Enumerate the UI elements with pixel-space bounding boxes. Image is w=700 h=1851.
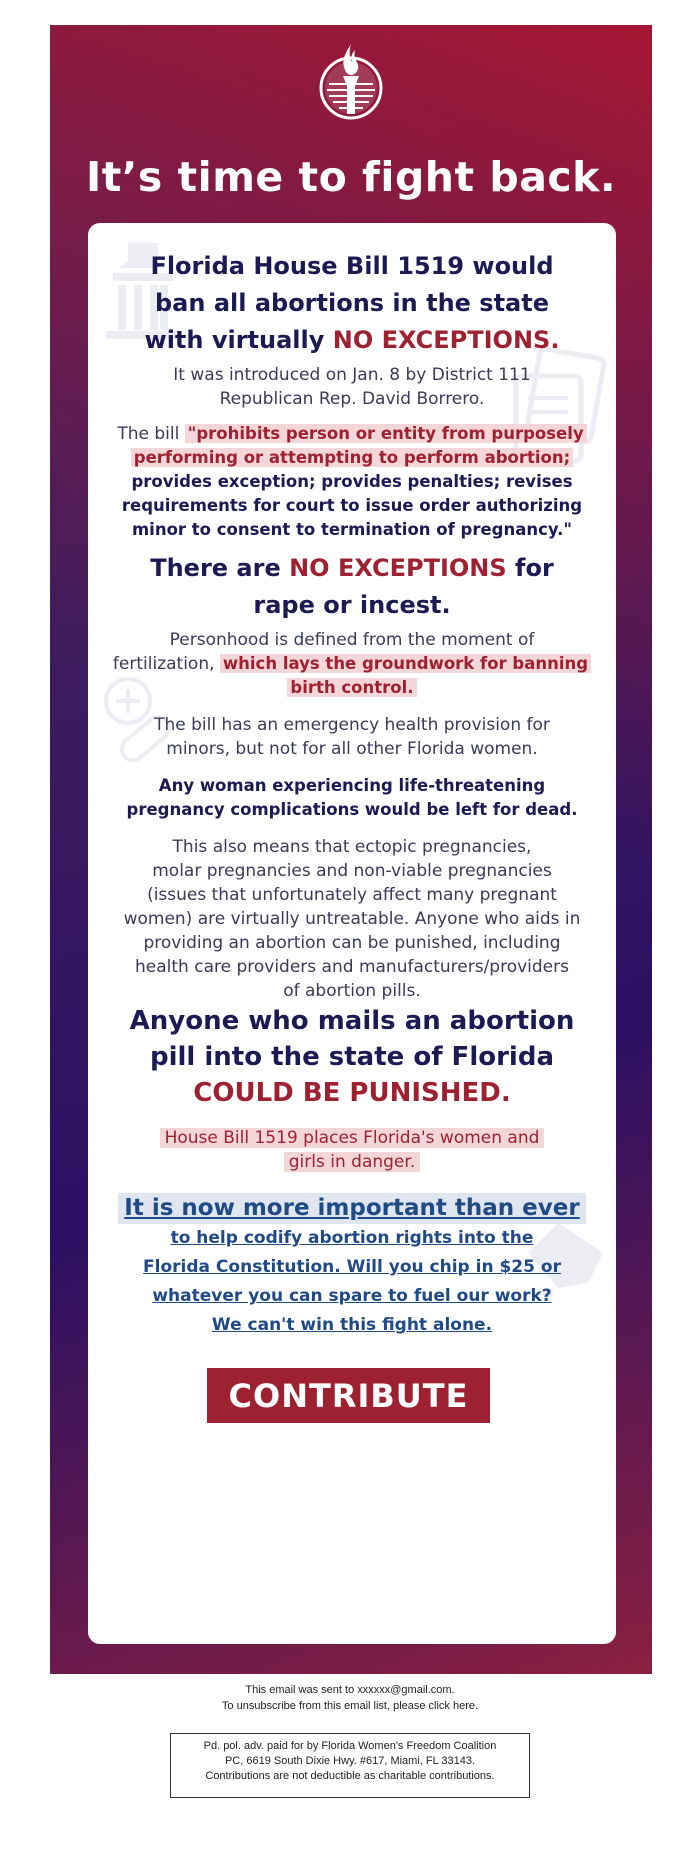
- no-exceptions-label: NO EXCEPTIONS.: [332, 326, 560, 354]
- bill-headline: [88, 248, 616, 359]
- bill-headline-line2: ban all abortions in the state: [155, 289, 549, 317]
- disclaimer-line3: Contributions are not deductible as charitable contributions.: [205, 1770, 495, 1782]
- intro-paragraph: [88, 363, 616, 411]
- disclaimer-line2: PC, 6619 South Dixie Hwy. #617, Miami, FL 33143.: [224, 1755, 476, 1767]
- danger-line1: House Bill 1519 places Florida's women and: [160, 1128, 545, 1148]
- mail-punished-heading: [88, 1003, 616, 1111]
- no-exc-part-b: NO EXCEPTIONS: [289, 554, 507, 582]
- bill-quote-line5: minor to consent to termination of pregnancy.": [131, 520, 573, 539]
- no-exc-part-c: for: [506, 554, 554, 582]
- email-hero: [50, 25, 652, 1674]
- ectopic-line: health care providers and manufacturers/providers: [135, 957, 569, 977]
- ask-link-line2[interactable]: Florida Constitution. Will you chip in $25 or: [143, 1257, 561, 1277]
- ectopic-line: providing an abortion can be punished, including: [143, 933, 561, 953]
- ectopic-line: of abortion pills.: [283, 981, 421, 1001]
- content-card: [88, 223, 616, 1644]
- bill-quote-highlight1: "prohibits person or entity from purposely: [185, 424, 587, 443]
- intro-line2: Republican Rep. David Borrero.: [219, 389, 485, 409]
- no-exc-line2: rape or incest.: [253, 591, 451, 619]
- mail-line2: pill into the state of Florida: [149, 1042, 554, 1072]
- emergency-line1: The bill has an emergency health provision for: [154, 715, 550, 735]
- bill-quote-highlight2: performing or attempting to perform abortion;: [131, 448, 573, 467]
- ectopic-line: (issues that unfortunately affect many pregnant: [147, 885, 557, 905]
- ask-link-line3[interactable]: whatever you can spare to fuel our work?: [152, 1286, 552, 1306]
- ectopic-line: women) are virtually untreatable. Anyone who aids in: [123, 909, 581, 929]
- sent-to-text: This email was sent to xxxxxx@gmail.com.: [245, 1684, 455, 1696]
- bill-quote-paragraph: [88, 422, 616, 542]
- disclaimer-line1: Pd. pol. adv. paid for by Florida Women's Freedom Coalition: [203, 1740, 497, 1752]
- bill-quote-line4: requirements for court to issue order authorizing: [121, 496, 583, 515]
- contribute-button[interactable]: CONTRIBUTE: [207, 1368, 490, 1423]
- ask-link-line4[interactable]: We can't win this fight alone.: [211, 1315, 493, 1335]
- could-be-punished-label: COULD BE PUNISHED.: [193, 1078, 511, 1108]
- personhood-paragraph: [88, 628, 616, 700]
- paid-for-disclaimer: [170, 1733, 530, 1798]
- email-footer: [0, 1682, 700, 1714]
- hero-headline: It’s time to fight back.: [85, 153, 617, 201]
- emergency-line2: minors, but not for all other Florida women.: [166, 739, 538, 759]
- bill-headline-line1: Florida House Bill 1519 would: [150, 252, 554, 280]
- left-for-dead-line1: Any woman experiencing life-threatening: [158, 776, 546, 795]
- ask-link-line1[interactable]: to help codify abortion rights into the: [170, 1228, 534, 1248]
- unsubscribe-link[interactable]: To unsubscribe from this email list, please click here.: [221, 1700, 479, 1712]
- donation-ask[interactable]: [88, 1193, 616, 1340]
- personhood-line2: fertilization,: [112, 654, 220, 674]
- bill-headline-line3: with virtually: [144, 326, 333, 354]
- danger-line2: girls in danger.: [284, 1152, 420, 1172]
- ectopic-paragraph: [88, 835, 616, 1003]
- left-for-dead-line2: pregnancy complications would be left for dead.: [126, 800, 578, 819]
- emergency-paragraph: [88, 713, 616, 761]
- danger-callout: [88, 1126, 616, 1174]
- torch-icon: [315, 40, 387, 120]
- personhood-highlight2: birth control.: [287, 678, 416, 697]
- left-for-dead-paragraph: [88, 774, 616, 822]
- personhood-highlight1: which lays the groundwork for banning: [220, 654, 591, 673]
- no-exc-part-a: There are: [150, 554, 290, 582]
- intro-line1: It was introduced on Jan. 8 by District 111: [173, 365, 531, 385]
- personhood-line1: Personhood is defined from the moment of: [169, 630, 535, 650]
- ask-headline-link[interactable]: It is now more important than ever: [118, 1193, 585, 1224]
- no-exceptions-heading: [88, 550, 616, 624]
- bill-prefix: The bill: [117, 424, 185, 444]
- bill-quote-line3: provides exception; provides penalties; revises: [131, 472, 573, 491]
- ectopic-line: This also means that ectopic pregnancies,: [172, 837, 532, 857]
- mail-line1: Anyone who mails an abortion: [129, 1006, 575, 1036]
- ectopic-line: molar pregnancies and non-viable pregnancies: [152, 861, 552, 881]
